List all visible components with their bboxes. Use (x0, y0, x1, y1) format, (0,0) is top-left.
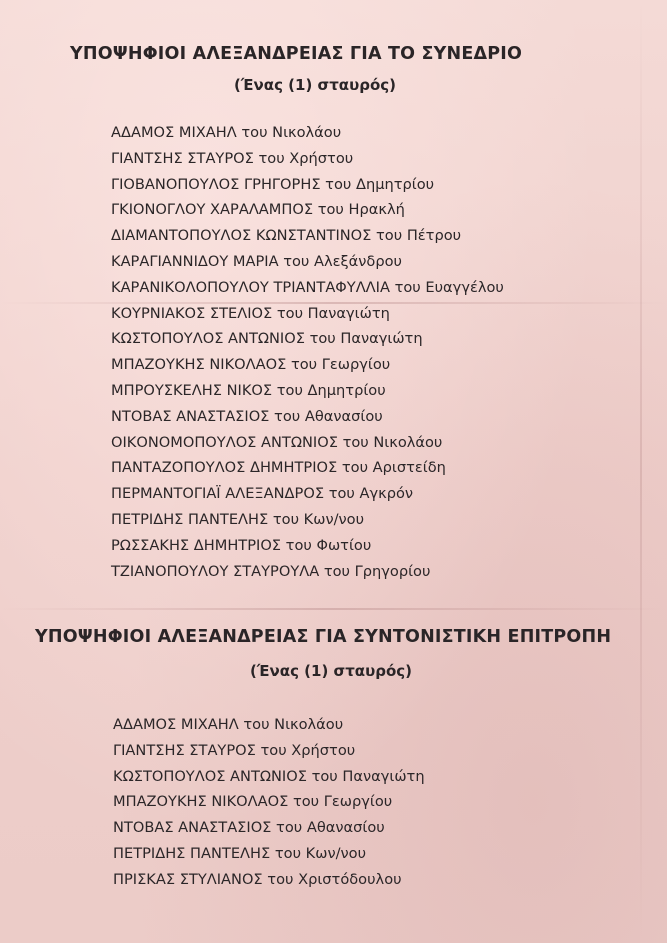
candidate-name: ΑΔΑΜΟΣ ΜΙΧΑΗΛ του Νικολάου (111, 124, 342, 141)
candidate-list (113, 712, 425, 893)
candidate-list (111, 120, 504, 584)
candidate-name: ΑΔΑΜΟΣ ΜΙΧΑΗΛ του Νικολάου (113, 716, 344, 733)
candidate-name: ΟΙΚΟΝΟΜΟΠΟΥΛΟΣ ΑΝΤΩΝΙΟΣ του Νικολάου (111, 433, 443, 451)
section-title: ΥΠΟΨΗΦΙΟΙ ΑΛΕΞΑΝΔΡΕΙΑΣ ΓΙΑ ΣΥΝΤΟΝΙΣΤΙΚΗ ΕΠΙΤΡΟΠΗ (35, 627, 612, 647)
section-subtitle: (Ένας (1) σταυρός) (234, 76, 397, 94)
candidate-name: ΚΑΡΑΝΙΚΟΛΟΠΟΥΛΟΥ ΤΡΙΑΝΤΑΦΥΛΛΙΑ του Ευαγγέλου (111, 278, 504, 296)
candidate-name: ΓΙΑΝΤΣΗΣ ΣΤΑΥΡΟΣ του Χρήστου (113, 741, 356, 759)
candidate-name: ΠΑΝΤΑΖΟΠΟΥΛΟΣ ΔΗΜΗΤΡΙΟΣ του Αριστείδη (111, 459, 446, 477)
candidate-name: ΤΖΙΑΝΟΠΟΥΛΟΥ ΣΤΑΥΡΟΥΛΑ του Γρηγορίου (111, 562, 431, 580)
candidate-name: ΜΠΑΖΟΥΚΗΣ ΝΙΚΟΛΑΟΣ του Γεωργίου (111, 356, 391, 374)
paper-fold-line (0, 608, 667, 610)
candidate-name: ΓΙΟΒΑΝΟΠΟΥΛΟΣ ΓΡΗΓΟΡΗΣ του Δημητρίου (111, 175, 435, 193)
candidate-name: ΝΤΟΒΑΣ ΑΝΑΣΤΑΣΙΟΣ του Αθανασίου (111, 407, 383, 425)
candidate-name: ΓΚΙΟΝΟΓΛΟΥ ΧΑΡΑΛΑΜΠΟΣ του Ηρακλή (111, 201, 405, 219)
candidate-name: ΚΩΣΤΟΠΟΥΛΟΣ ΑΝΤΩΝΙΟΣ του Παναγιώτη (111, 330, 423, 348)
candidate-name: ΠΕΤΡΙΔΗΣ ΠΑΝΤΕΛΗΣ του Κων/νου (111, 510, 365, 528)
candidate-name: ΡΩΣΣΑΚΗΣ ΔΗΜΗΤΡΙΟΣ του Φωτίου (111, 536, 372, 554)
candidate-name: ΜΠΑΖΟΥΚΗΣ ΝΙΚΟΛΑΟΣ του Γεωργίου (113, 793, 393, 811)
candidate-name: ΠΡΙΣΚΑΣ ΣΤΥΛΙΑΝΟΣ του Χριστόδουλου (113, 870, 402, 888)
candidate-name: ΠΕΤΡΙΔΗΣ ΠΑΝΤΕΛΗΣ του Κων/νου (113, 844, 367, 862)
candidate-name: ΚΟΥΡΝΙΑΚΟΣ ΣΤΕΛΙΟΣ του Παναγιώτη (111, 304, 390, 322)
candidate-name: ΓΙΑΝΤΣΗΣ ΣΤΑΥΡΟΣ του Χρήστου (111, 149, 354, 167)
paper-fold-line (640, 0, 642, 943)
section-title: ΥΠΟΨΗΦΙΟΙ ΑΛΕΞΑΝΔΡΕΙΑΣ ΓΙΑ ΤΟ ΣΥΝΕΔΡΙΟ (70, 44, 523, 64)
candidate-name: ΚΩΣΤΟΠΟΥΛΟΣ ΑΝΤΩΝΙΟΣ του Παναγιώτη (113, 767, 425, 785)
section-subtitle: (Ένας (1) σταυρός) (250, 662, 413, 680)
candidate-name: ΚΑΡΑΓΙΑΝΝΙΔΟΥ ΜΑΡΙΑ του Αλεξάνδρου (111, 252, 402, 270)
candidate-name: ΔΙΑΜΑΝΤΟΠΟΥΛΟΣ ΚΩΝΣΤΑΝΤΙΝΟΣ του Πέτρου (111, 227, 462, 245)
candidate-name: ΜΠΡΟΥΣΚΕΛΗΣ ΝΙΚΟΣ του Δημητρίου (111, 381, 386, 399)
candidate-name: ΠΕΡΜΑΝΤΟΓΙΑΪ ΑΛΕΞΑΝΔΡΟΣ του Αγκρόν (111, 485, 414, 503)
candidate-name: ΝΤΟΒΑΣ ΑΝΑΣΤΑΣΙΟΣ του Αθανασίου (113, 819, 385, 837)
